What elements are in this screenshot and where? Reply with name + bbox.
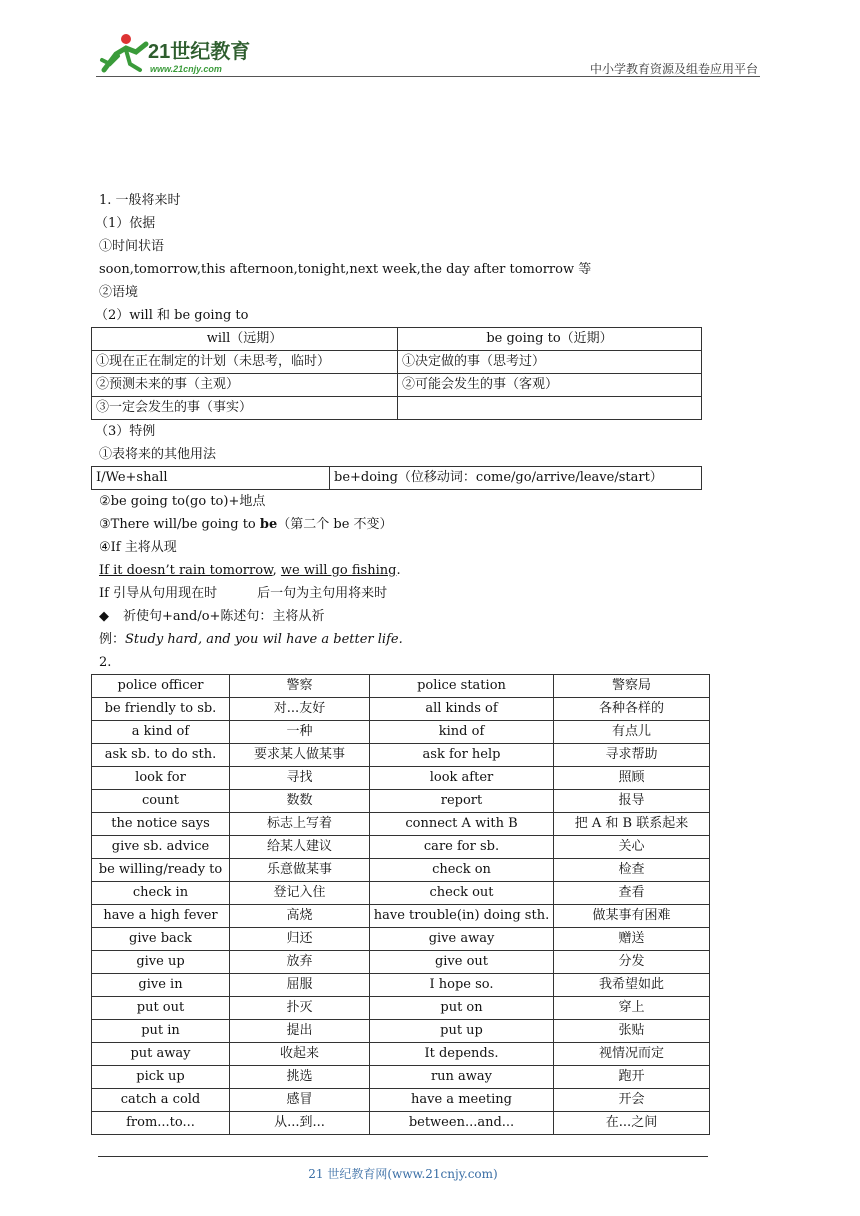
table-header-cell: be going to（近期） — [398, 328, 702, 351]
vocab-english-cell: count — [92, 790, 230, 813]
vocab-chinese-cell: 一种 — [230, 721, 370, 744]
vocab-chinese-cell: 查看 — [554, 882, 710, 905]
vocab-chinese-cell: 乐意做某事 — [230, 859, 370, 882]
table-row — [92, 1089, 710, 1112]
table-header-cell: will（远期） — [92, 328, 398, 351]
if-example-sep: , — [272, 563, 281, 578]
if-note-b: 后一句为主句用将来时 — [257, 586, 388, 601]
table-cell: ③一定会发生的事（事实） — [92, 397, 398, 420]
vocab-chinese-cell: 要求某人做某事 — [230, 744, 370, 767]
vocab-chinese-cell: 视情况而定 — [554, 1043, 710, 1066]
imperative-rule — [99, 605, 709, 628]
table-cell: ①决定做的事（思考过） — [398, 351, 702, 374]
vocab-chinese-cell: 关心 — [554, 836, 710, 859]
vocab-chinese-cell: 跑开 — [554, 1066, 710, 1089]
table-row — [92, 374, 702, 397]
other-usage-title: ①表将来的其他用法 — [99, 447, 217, 462]
header-tagline: 中小学教育资源及组卷应用平台 — [589, 62, 758, 76]
table-row — [92, 790, 710, 813]
vocab-chinese-cell: 报导 — [554, 790, 710, 813]
vocab-english-cell: check in — [92, 882, 230, 905]
vocab-english-cell: from...to... — [92, 1112, 230, 1135]
vocab-english-cell: a kind of — [92, 721, 230, 744]
runner-icon — [102, 34, 146, 70]
table-cell: ①现在正在制定的计划（未思考，临时） — [92, 351, 398, 374]
compare-title: （2）will 和 be going to — [95, 308, 249, 323]
rule-3 — [99, 513, 709, 536]
vocab-chinese-cell: 把 A 和 B 联系起来 — [554, 813, 710, 836]
vocab-chinese-cell: 数数 — [230, 790, 370, 813]
vocab-english-cell: all kinds of — [370, 698, 554, 721]
vocab-chinese-cell: 我希望如此 — [554, 974, 710, 997]
rule-2: ②be going to(go to)+地点 — [99, 494, 266, 509]
rule-3-bold: be — [259, 517, 278, 532]
main-content — [95, 189, 709, 1135]
if-example-end: . — [396, 563, 401, 578]
rule-4: ④If 主将从现 — [99, 540, 177, 555]
other-usage-table — [91, 466, 702, 490]
basis-title: （1）依据 — [95, 216, 156, 231]
example-text: Study hard, and you wil have a better life. — [125, 632, 403, 647]
vocab-chinese-cell: 警察局 — [554, 675, 710, 698]
context-title: ②语境 — [99, 285, 139, 300]
vocab-english-cell: put in — [92, 1020, 230, 1043]
table-row — [92, 467, 702, 490]
vocab-chinese-cell: 感冒 — [230, 1089, 370, 1112]
page-footer: 21 世纪教育网(www.21cnjy.com) — [308, 1167, 498, 1181]
footer-divider — [98, 1156, 708, 1157]
vocab-english-cell: give out — [370, 951, 554, 974]
vocab-english-cell: the notice says — [92, 813, 230, 836]
table-row — [92, 882, 710, 905]
vocab-english-cell: between...and... — [370, 1112, 554, 1135]
time-adverbials-title: ①时间状语 — [99, 239, 165, 254]
vocab-english-cell: catch a cold — [92, 1089, 230, 1112]
logo-text: 21世纪教育 — [148, 41, 251, 63]
page-header — [96, 30, 760, 78]
compare-table — [91, 327, 702, 420]
logo-url: www.21cnjy.com — [150, 64, 222, 74]
vocab-chinese-cell: 各种各样的 — [554, 698, 710, 721]
table-row — [92, 836, 710, 859]
vocab-chinese-cell: 做某事有困难 — [554, 905, 710, 928]
section1-heading: 1. 一般将来时 — [99, 193, 181, 208]
vocab-english-cell: give in — [92, 974, 230, 997]
vocab-english-cell: ask for help — [370, 744, 554, 767]
vocab-english-cell: have a meeting — [370, 1089, 554, 1112]
table-row — [92, 1043, 710, 1066]
vocab-english-cell: care for sb. — [370, 836, 554, 859]
if-example — [99, 559, 709, 582]
bullet-icon: ◆ — [99, 609, 109, 624]
vocab-chinese-cell: 穿上 — [554, 997, 710, 1020]
vocab-chinese-cell: 放弃 — [230, 951, 370, 974]
example-label: 例： — [99, 632, 126, 647]
if-example-main: we will go fishing — [280, 563, 397, 578]
vocab-english-cell: connect A with B — [370, 813, 554, 836]
vocab-chinese-cell: 挑选 — [230, 1066, 370, 1089]
vocab-english-cell: be willing/ready to — [92, 859, 230, 882]
logo — [96, 30, 256, 76]
vocab-english-cell: give up — [92, 951, 230, 974]
table-row — [92, 813, 710, 836]
vocab-english-cell: kind of — [370, 721, 554, 744]
table-cell: I/We+shall — [92, 467, 330, 490]
imperative-rule-text: 祈使句+and/o+陈述句：主将从祈 — [123, 609, 325, 624]
table-cell: ②预测未来的事（主观） — [92, 374, 398, 397]
vocab-chinese-cell: 提出 — [230, 1020, 370, 1043]
vocab-chinese-cell: 标志上写着 — [230, 813, 370, 836]
vocab-chinese-cell: 收起来 — [230, 1043, 370, 1066]
vocab-english-cell: police officer — [92, 675, 230, 698]
vocab-english-cell: report — [370, 790, 554, 813]
vocab-chinese-cell: 给某人建议 — [230, 836, 370, 859]
imperative-example — [99, 628, 709, 651]
vocab-chinese-cell: 对...友好 — [230, 698, 370, 721]
vocab-chinese-cell: 屈服 — [230, 974, 370, 997]
vocab-chinese-cell: 警察 — [230, 675, 370, 698]
time-adverbials: soon,tomorrow,this afternoon,tonight,next week,the day after tomorrow 等 — [99, 262, 592, 277]
vocab-chinese-cell: 从...到... — [230, 1112, 370, 1135]
vocab-english-cell: give sb. advice — [92, 836, 230, 859]
vocab-english-cell: ask sb. to do sth. — [92, 744, 230, 767]
if-note-a: If 引导从句用现在时 — [99, 586, 218, 601]
table-row — [92, 675, 710, 698]
vocab-english-cell: look for — [92, 767, 230, 790]
vocab-english-cell: put away — [92, 1043, 230, 1066]
table-row — [92, 859, 710, 882]
if-example-clause: If it doesn’t rain tomorrow — [99, 563, 273, 578]
table-row — [92, 1112, 710, 1135]
vocab-english-cell: put on — [370, 997, 554, 1020]
vocab-chinese-cell: 赠送 — [554, 928, 710, 951]
table-row — [92, 928, 710, 951]
table-row — [92, 951, 710, 974]
table-row — [92, 1020, 710, 1043]
vocab-english-cell: be friendly to sb. — [92, 698, 230, 721]
section2-heading: 2. — [99, 655, 112, 670]
table-cell — [398, 397, 702, 420]
vocab-english-cell: police station — [370, 675, 554, 698]
table-row — [92, 328, 702, 351]
table-row — [92, 351, 702, 374]
vocab-chinese-cell: 照顾 — [554, 767, 710, 790]
rule-3-post: （第二个 be 不变） — [277, 517, 393, 532]
vocab-english-cell: pick up — [92, 1066, 230, 1089]
vocab-chinese-cell: 有点儿 — [554, 721, 710, 744]
table-row — [92, 744, 710, 767]
vocab-table — [91, 674, 710, 1135]
table-row — [92, 1066, 710, 1089]
vocab-english-cell: have a high fever — [92, 905, 230, 928]
vocab-chinese-cell: 检查 — [554, 859, 710, 882]
vocab-chinese-cell: 分发 — [554, 951, 710, 974]
vocab-chinese-cell: 扑灭 — [230, 997, 370, 1020]
vocab-english-cell: give back — [92, 928, 230, 951]
if-note — [99, 582, 709, 605]
table-cell: ②可能会发生的事（客观） — [398, 374, 702, 397]
vocab-chinese-cell: 登记入住 — [230, 882, 370, 905]
header-divider — [96, 76, 760, 77]
table-row — [92, 698, 710, 721]
table-row — [92, 997, 710, 1020]
vocab-chinese-cell: 在...之间 — [554, 1112, 710, 1135]
table-cell: be+doing（位移动词：come/go/arrive/leave/start） — [330, 467, 702, 490]
vocab-chinese-cell: 张贴 — [554, 1020, 710, 1043]
vocab-english-cell: have trouble(in) doing sth. — [370, 905, 554, 928]
vocab-english-cell: put up — [370, 1020, 554, 1043]
vocab-chinese-cell: 寻求帮助 — [554, 744, 710, 767]
table-row — [92, 767, 710, 790]
vocab-chinese-cell: 高烧 — [230, 905, 370, 928]
vocab-english-cell: look after — [370, 767, 554, 790]
vocab-english-cell: check on — [370, 859, 554, 882]
vocab-english-cell: I hope so. — [370, 974, 554, 997]
vocab-chinese-cell: 寻找 — [230, 767, 370, 790]
table-row — [92, 905, 710, 928]
special-title: （3）特例 — [95, 424, 156, 439]
vocab-chinese-cell: 归还 — [230, 928, 370, 951]
vocab-chinese-cell: 开会 — [554, 1089, 710, 1112]
table-row — [92, 721, 710, 744]
table-row — [92, 974, 710, 997]
vocab-english-cell: give away — [370, 928, 554, 951]
vocab-english-cell: check out — [370, 882, 554, 905]
vocab-english-cell: put out — [92, 997, 230, 1020]
table-row — [92, 397, 702, 420]
rule-3-pre: ③There will/be going to — [99, 517, 260, 532]
vocab-english-cell: run away — [370, 1066, 554, 1089]
vocab-english-cell: It depends. — [370, 1043, 554, 1066]
